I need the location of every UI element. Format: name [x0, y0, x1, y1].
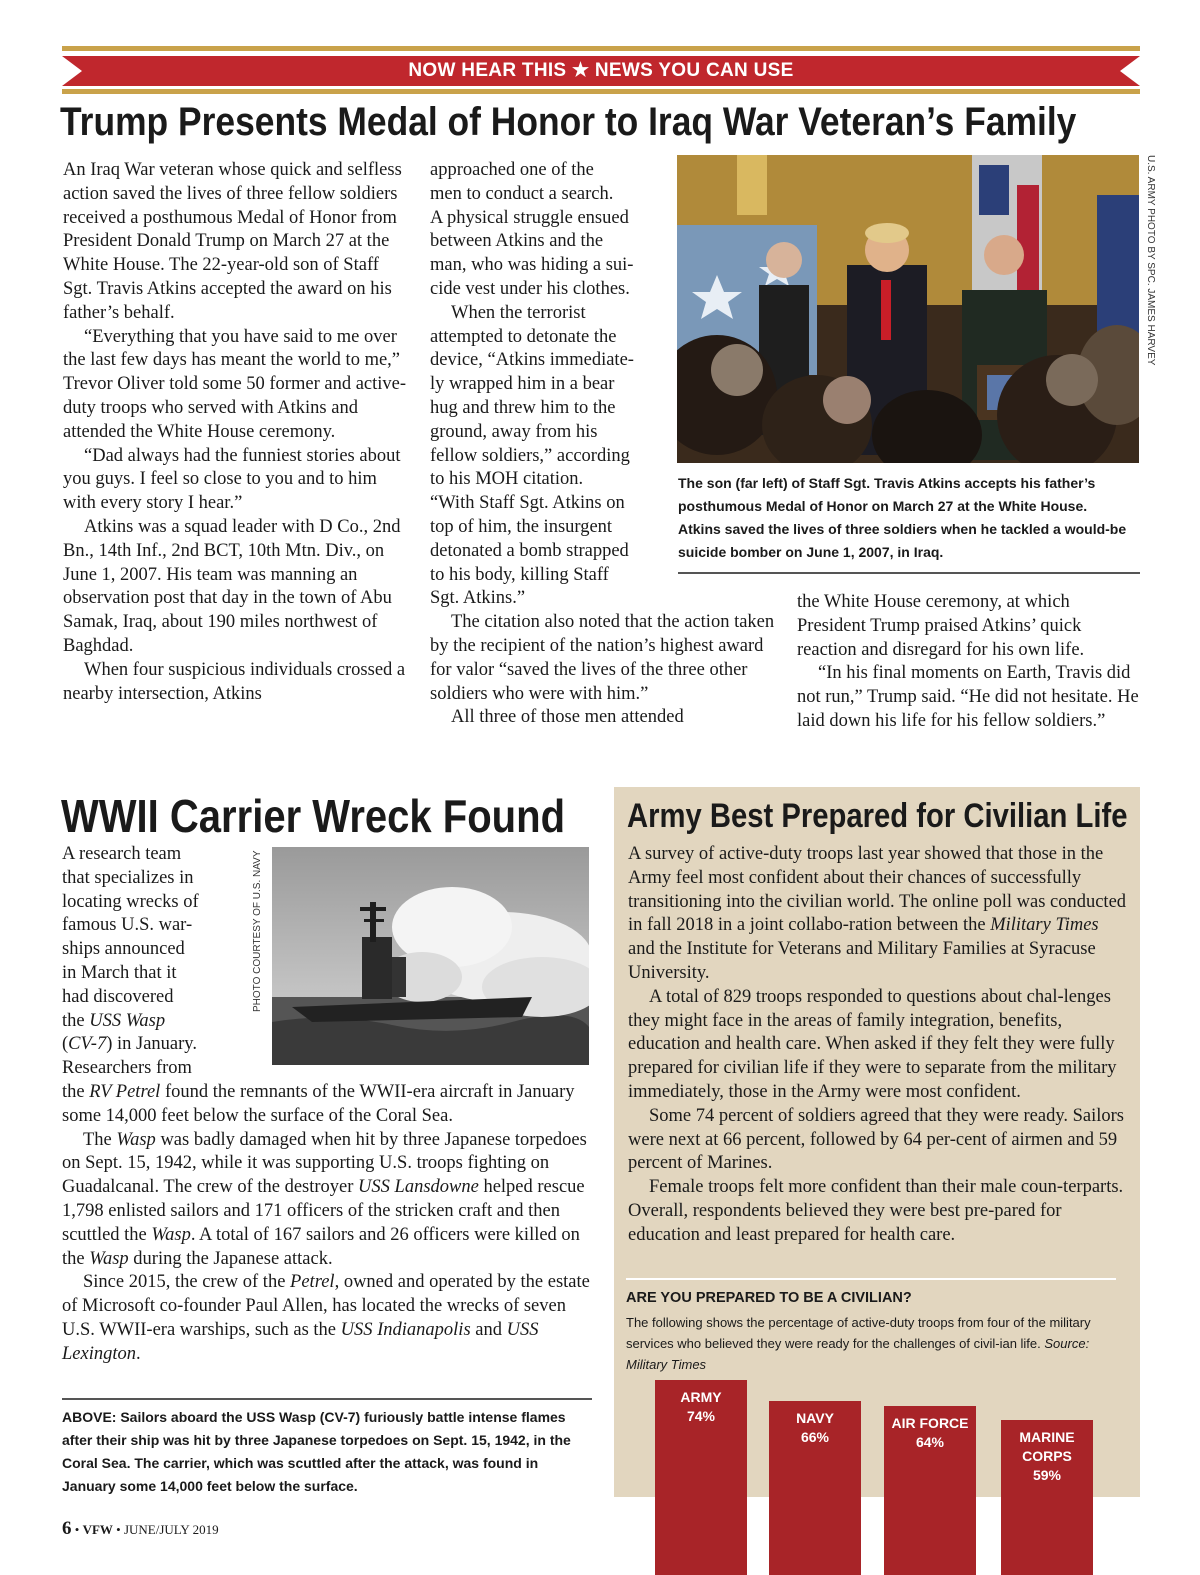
story1-caption-line: Atkins saved the lives of three soldiers when he tackled a would-be [678, 521, 1127, 537]
story3-headline: Army Best Prepared for Civilian Life [627, 797, 1128, 835]
bar-army [655, 1380, 747, 1575]
bar-value-label: 64% [915, 1434, 945, 1451]
bar-value-label: 59% [1032, 1466, 1062, 1483]
story1-photo-credit: U.S. ARMY PHOTO BY SPC. JAMES HARVEY [1145, 155, 1156, 366]
page-number: 6 [62, 1518, 72, 1539]
chart-desc-text: The following shows the percentage of active-duty troops from four of the military services who believed they were ready for the challenges of civil-ian life. [626, 1315, 1091, 1351]
issue-date: • JUNE/JULY 2019 [116, 1522, 219, 1537]
footer-separator: • [74, 1522, 80, 1537]
story2-column-top: A research team that specializes in locating wrecks of famous U.S. war- ships announced in March that it had discovered the USS Wasp (CV-7) in January. Researchers from [62, 844, 199, 1079]
banner-text: NOW HEAR THIS ★ NEWS YOU CAN USE [408, 60, 794, 81]
bar-label [1001, 1428, 1093, 1485]
story2-headline: WWII Carrier Wreck Found [61, 790, 566, 842]
story2-column-body: the RV Petrel found the remnants of the WWII-era aircraft in January some 14,000 feet below the surface of the Coral Sea. The Wasp was badly damaged when hit by three Japanese torpedoes on Sept. 15, 1942, while it was supporting U.S. troops fighting on Guadalcanal. The crew of the destroyer USS Lansdowne helped rescue 1,798 enlisted sailors and 171 officers of the stricken craft and then scuttled the Wasp. A total of 167 sailors and 26 officers were killed on the Wasp during the Japanese attack. Since 2015, the crew of the Petrel, owned and operated by the estate of Microsoft co-founder Paul Allen, has located the wrecks of seven U.S. WWII-era warships, such as the USS Indianapolis and USS Lexington. [62, 1082, 590, 1364]
bar-category-label: AIR FORCE [891, 1415, 969, 1432]
story1-headline: Trump Presents Medal of Honor to Iraq War Veteran’s Family [60, 100, 1077, 144]
bar-label [769, 1409, 861, 1447]
story2-photo-caption [62, 1406, 587, 1498]
bar-label [884, 1414, 976, 1452]
prepared-bar-chart [614, 1380, 1140, 1575]
section-banner [62, 56, 1140, 86]
chart-description [626, 1312, 1126, 1375]
chart-heading: ARE YOU PREPARED TO BE A CIVILIAN? [626, 1290, 912, 1306]
story2-caption-rule [62, 1398, 592, 1400]
chart-rule [626, 1278, 1116, 1280]
bar-category-label: NAVY [796, 1410, 834, 1427]
uss-wasp-photo [272, 847, 589, 1065]
magazine-name: VFW [82, 1522, 113, 1537]
banner-bottom-rule [62, 89, 1140, 94]
caption-text: Sailors aboard the USS Wasp (CV-7) furiously battle intense flames after their ship was hit by three Japanese torpedoes on Sept. 15, 1942, in the Coral Sea. The carrier, which was scuttled after the attack, was found in January some 14,000 feet below the surface. [62, 1409, 571, 1494]
caption-lead: ABOVE: [62, 1409, 117, 1425]
bar-label [655, 1388, 747, 1426]
story1-caption-line: posthumous Medal of Honor on March 27 at the White House. [678, 498, 1088, 514]
caption-rule [678, 572, 1140, 574]
bar-navy [769, 1401, 861, 1575]
bar-value-label: 74% [686, 1408, 716, 1424]
bar-marine-corps [1001, 1420, 1093, 1575]
bar-air-force [884, 1406, 976, 1575]
bar-category-label: ARMY [680, 1389, 722, 1405]
page-footer [62, 1518, 219, 1540]
story2-photo-credit: PHOTO COURTESY OF U.S. NAVY [252, 850, 263, 1012]
chart-source: Source: Military Times [626, 1336, 1090, 1372]
bar-value-label: 66% [800, 1429, 830, 1446]
medal-ceremony-photo [677, 155, 1139, 463]
story3-body: A survey of active-duty troops last year showed that those in the Army feel most confident about their chances of successfully transitioning into the civilian world. The online poll was conducted in fall 2018 in a joint collabo-ration between the Military Times and the Institute for Veterans and Military Families at Syracuse University. A total of 829 troops responded to questions about chal-lenges they might face in the areas of family integration, benefits, education and health care. When asked if they felt they were fully prepared for civilian life if they were to separate from the military immediately, those in the Army were most confident. Some 74 percent of soldiers agreed that they were ready. Sailors were next at 66 percent, followed by 64 per-cent of airmen and 59 percent of Marines. Female troops felt more confident than their male coun-terparts. Overall, respondents believed they were best pre-pared for education and least prepared for health care. [628, 844, 1127, 1245]
story1-column-2: approached one of the men to conduct a search. A physical struggle ensued between Atkins and the man, who was hiding a sui- cide vest under his clothes. When the terrorist attempted to detonate the device, “Atkins immediate- ly wrapped him in a bear hug and threw him to the ground, away from his fellow soldiers,” according to his MOH citation. “With Staff Sgt. Atkins on top of him, the insurgent detonated a bomb strapped to his body, killing Staff Sgt. Atkins.” The citation also noted that the action taken by the recipient of the nation’s highest award for valor “saved the lives of the three other soldiers who were with him.” All three of those men attended [430, 160, 775, 728]
top-rule [62, 46, 1140, 51]
story1-column-1: An Iraq War veteran whose quick and selfless action saved the lives of three fellow soldiers received a posthumous Medal of Honor from President Donald Trump on March 27 at the White House. The 22-year-old son of Staff Sgt. Travis Atkins accepted the award on his father’s behalf. “Everything that you have said to me over the last few days has meant the world to me,” Trevor Oliver told some 50 former and active-duty troops who served with Atkins and attended the White House ceremony. “Dad always had the funniest stories about you guys. I feel so close to you and to him with every story I hear.” Atkins was a squad leader with D Co., 2nd Bn., 14th Inf., 2nd BCT, 10th Mtn. Div., on June 1, 2007. His team was manning an observation post that day in the town of Abu Samak, Iraq, about 190 miles northwest of Baghdad. When four suspicious individuals crossed a nearby intersection, Atkins [63, 160, 407, 704]
story1-caption-line: The son (far left) of Staff Sgt. Travis Atkins accepts his father’s [678, 475, 1096, 491]
story1-caption-line: suicide bomber on June 1, 2007, in Iraq. [678, 544, 944, 560]
bar-category-label: MARINE CORPS [1019, 1428, 1075, 1464]
story1-photo-caption [678, 472, 1140, 564]
story1-column-3: the White House ceremony, at which President Trump praised Atkins’ quick reaction and disregard for his own life. “In his final moments on Earth, Travis did not run,” Trump said. “He did not hesitate. He laid down his life for his fellow soldiers.” [797, 592, 1139, 731]
